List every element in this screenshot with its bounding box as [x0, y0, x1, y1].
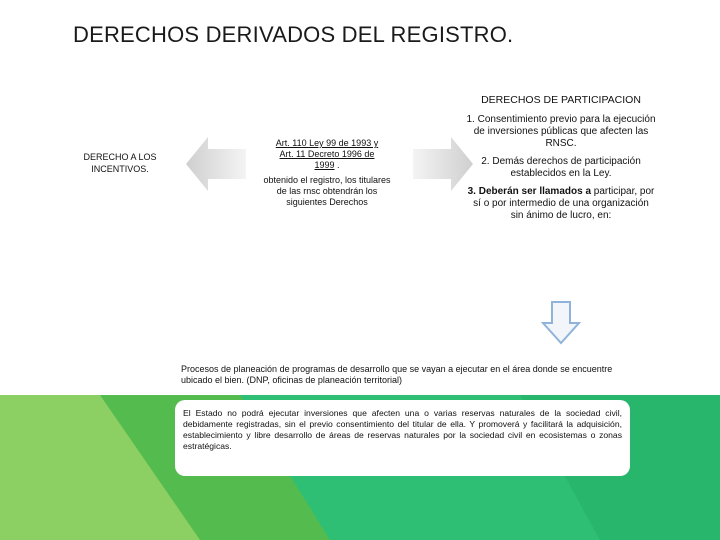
participation-item-2: 2. Demás derechos de participación establecidos en la Ley.	[481, 156, 641, 179]
planning-processes-text: Procesos de planeación de programas de desarrollo que se vayan a ejecutar en el área donde se encuentre ubicado el bien. (DNP, oficinas de planeación territorial)	[181, 364, 613, 385]
down-arrow-icon	[541, 301, 581, 345]
registration-rights-text: obtenido el registro, los titulares de las rnsc obtendrán los siguientes Derechos	[263, 175, 391, 207]
legal-ref-line-2: Art. 11 Decreto 1996 de	[279, 149, 375, 159]
participation-heading: DERECHOS DE PARTICIPACION	[481, 94, 641, 106]
participation-item-3-rest: participar, por sí o por intermedio de una organización sin ánimo de lucro, en:	[473, 186, 655, 221]
legal-ref-line-3-tail: .	[334, 160, 340, 170]
incentives-label: DERECHO A LOS INCENTIVOS.	[83, 152, 157, 174]
participation-item-3	[466, 186, 656, 222]
participation-item-3-lead: 3. Deberán ser llamados a	[467, 186, 592, 197]
participation-rights-block	[466, 94, 656, 228]
legal-ref-line-3: 1999	[314, 160, 335, 170]
participation-item-1: 1. Consentimiento previo para la ejecución de inversiones públicas que afecten las RNSC.	[466, 114, 656, 149]
legal-ref-line-1: Art. 110 Ley 99 de 1993 y	[275, 138, 379, 148]
state-investment-box	[175, 400, 630, 476]
left-arrow-icon	[186, 137, 246, 191]
page-title: DERECHOS DERIVADOS DEL REGISTRO.	[73, 22, 514, 47]
legal-reference-block	[262, 138, 392, 208]
right-arrow-icon	[413, 137, 473, 191]
state-investment-text: El Estado no podrá ejecutar inversiones que afecten una o varias reservas naturales de la sociedad civil, debidamente registradas, sin el previo consentimiento del titular de ella. Y promoverá y facilitará la adquisición, establecimiento y libre desarrollo de áreas de reservas naturales por la sociedad civil en ecosistemas o zonas estratégicas.	[183, 408, 622, 451]
